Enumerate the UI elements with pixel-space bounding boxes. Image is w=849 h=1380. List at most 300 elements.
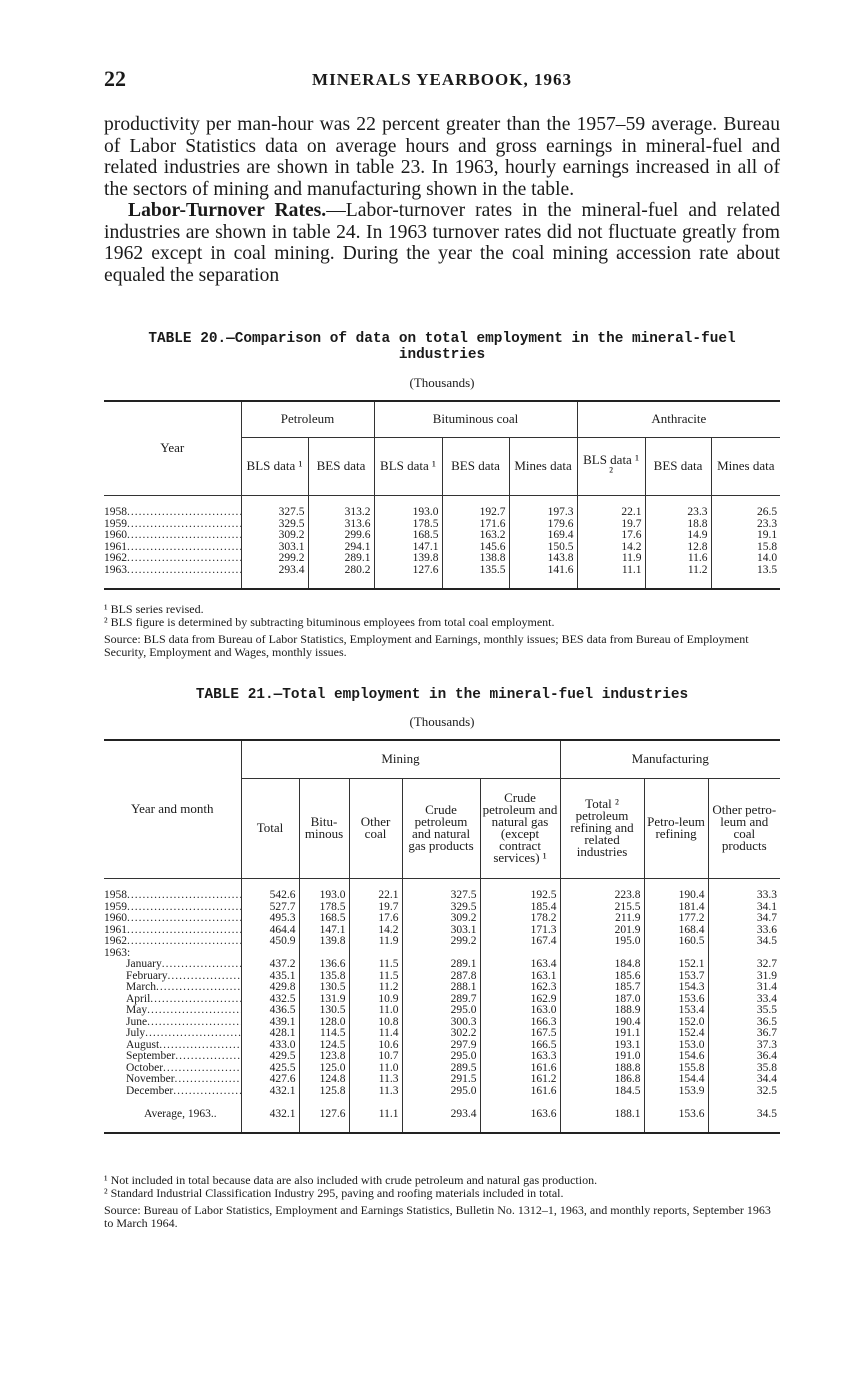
table21-col-header: Crude petroleum and natural gas products (402, 778, 480, 878)
table-cell: 141.6 (509, 565, 577, 577)
table-cell: 171.3 (480, 925, 560, 937)
table-cell: 168.5 (374, 530, 442, 542)
table-cell: 163.3 (480, 1051, 560, 1063)
table-cell: 19.1 (711, 530, 780, 542)
table-cell: 280.2 (308, 565, 374, 577)
table-cell: 178.5 (299, 902, 349, 914)
table-cell: 289.7 (402, 994, 480, 1006)
row-label-text: 1960 (104, 913, 127, 924)
row-label (104, 553, 241, 565)
table-cell: 309.2 (241, 530, 308, 542)
spacer-row (104, 1097, 780, 1109)
table-row (104, 1005, 780, 1017)
table-cell: 313.2 (308, 507, 374, 519)
row-label (104, 948, 241, 960)
table-row (104, 553, 780, 565)
table-cell: 160.5 (644, 936, 708, 948)
table-cell: 527.7 (241, 902, 299, 914)
table-cell: 11.5 (349, 971, 402, 983)
table-cell: 130.5 (299, 982, 349, 994)
table-cell: 192.7 (442, 507, 509, 519)
intro-paragraph-1: productivity per man-hour was 22 percent greater than the 1957–59 average. Bureau of Labor Statistics data on average hours and gross earnings in mineral-fuel and related industries are shown in table 23. In 1963, hourly earnings increased in all of the sectors of mining and manufacturing shown in the table. (104, 114, 780, 200)
row-label-text: February (126, 970, 168, 982)
table-cell: 302.2 (402, 1028, 480, 1040)
table-cell: 11.5 (349, 959, 402, 971)
table-cell: 35.5 (708, 1005, 780, 1017)
table-cell: 125.8 (299, 1086, 349, 1098)
row-label (104, 936, 241, 948)
table-cell: 166.3 (480, 1017, 560, 1029)
leader-dots (168, 971, 241, 982)
table-cell: 163.4 (480, 959, 560, 971)
table-cell: 34.1 (708, 902, 780, 914)
table-cell: 11.2 (349, 982, 402, 994)
table-cell: 36.7 (708, 1028, 780, 1040)
table-row (104, 530, 780, 542)
leader-dots: .. (210, 1108, 217, 1120)
table20-col-header: BLS data ¹ ² (577, 437, 645, 495)
table-cell: 11.0 (349, 1063, 402, 1075)
table-cell: 11.0 (349, 1005, 402, 1017)
row-label-text: January (126, 959, 162, 970)
table-cell: 22.1 (577, 507, 645, 519)
table-cell: 33.6 (708, 925, 780, 937)
table-cell: 162.3 (480, 982, 560, 994)
row-label (104, 1040, 241, 1052)
table-cell: 185.6 (560, 971, 644, 983)
row-label (104, 542, 241, 554)
row-label (104, 519, 241, 531)
table-cell: 289.1 (402, 959, 480, 971)
leader-dots (127, 507, 241, 518)
table-cell: 128.0 (299, 1017, 349, 1029)
table-cell: 178.2 (480, 913, 560, 925)
intro-text (104, 114, 780, 286)
table-cell: 154.6 (644, 1051, 708, 1063)
table-cell: 22.1 (349, 890, 402, 902)
table-cell: 150.5 (509, 542, 577, 554)
table-cell: 18.8 (645, 519, 711, 531)
table-cell: 188.9 (560, 1005, 644, 1017)
table-cell: 19.7 (577, 519, 645, 531)
table-row (104, 1074, 780, 1086)
row-label (104, 971, 241, 983)
table-cell: 123.8 (299, 1051, 349, 1063)
table-cell: 37.3 (708, 1040, 780, 1052)
table-cell: 139.8 (299, 936, 349, 948)
table-cell: 289.5 (402, 1063, 480, 1075)
row-label-text: 1960 (104, 530, 127, 541)
table-cell: 10.6 (349, 1040, 402, 1052)
table21-unit: (Thousands) (409, 714, 475, 729)
row-label (104, 959, 241, 971)
table-row (104, 565, 780, 577)
table-cell: 152.0 (644, 1017, 708, 1029)
table-cell: 450.9 (241, 936, 299, 948)
table-cell: 152.1 (644, 959, 708, 971)
row-label-text: August (126, 1039, 160, 1051)
leader-dots (147, 1017, 241, 1028)
table-cell: 14.2 (349, 925, 402, 937)
row-label (104, 1051, 241, 1063)
row-label-text: 1959 (104, 518, 127, 530)
table-cell: 432.1 (241, 1086, 299, 1098)
table-cell: 293.4 (402, 1109, 480, 1121)
table-cell: 193.1 (560, 1040, 644, 1052)
row-label (104, 1086, 241, 1098)
table-row (104, 507, 780, 519)
leader-dots (127, 925, 241, 936)
table-cell: 127.6 (299, 1109, 349, 1121)
table-cell: 427.6 (241, 1074, 299, 1086)
table-cell: 429.8 (241, 982, 299, 994)
table-cell: 185.4 (480, 902, 560, 914)
table-cell: 295.0 (402, 1051, 480, 1063)
table-cell: 432.5 (241, 994, 299, 1006)
leader-dots (147, 1005, 241, 1016)
row-label-text: 1963: (104, 947, 131, 959)
table-cell: 166.5 (480, 1040, 560, 1052)
table-cell: 169.4 (509, 530, 577, 542)
table-cell: 161.6 (480, 1086, 560, 1098)
table21-col-header: Other coal (349, 778, 402, 878)
table-cell: 131.9 (299, 994, 349, 1006)
table-cell: 11.3 (349, 1074, 402, 1086)
intro-paragraph-2 (104, 200, 780, 286)
table-cell: 188.1 (560, 1109, 644, 1121)
row-label (104, 994, 241, 1006)
table-cell: 327.5 (241, 507, 308, 519)
table20-col-header: Mines data (711, 437, 780, 495)
table-cell: 136.6 (299, 959, 349, 971)
table-cell: 313.6 (308, 519, 374, 531)
row-label (104, 565, 241, 577)
table-cell: 10.7 (349, 1051, 402, 1063)
table21-body (104, 878, 780, 1133)
average-row (104, 1109, 780, 1121)
table21-notes (104, 1174, 780, 1229)
table-row (104, 959, 780, 971)
table-cell: 303.1 (241, 542, 308, 554)
table-cell: 288.1 (402, 982, 480, 994)
table-cell: 211.9 (560, 913, 644, 925)
row-label (104, 530, 241, 542)
row-label-text: 1958 (104, 890, 127, 901)
table-cell: 168.5 (299, 913, 349, 925)
table-cell: 163.6 (480, 1109, 560, 1121)
row-label-text: October (126, 1062, 164, 1074)
table-cell: 542.6 (241, 890, 299, 902)
table-cell: 14.9 (645, 530, 711, 542)
table-cell: 186.8 (560, 1074, 644, 1086)
table20-group-anthracite: Anthracite (577, 401, 780, 437)
table-cell: 127.6 (374, 565, 442, 577)
table20-caption: TABLE 20.—Comparison of data on total employment in the mineral-fuel industries (148, 331, 736, 363)
table-cell: 14.2 (577, 542, 645, 554)
table20-col-header: BES data (442, 437, 509, 495)
table-cell: 11.9 (577, 553, 645, 565)
table21-caption: TABLE 21.—Total employment in the mineral-fuel industries (195, 687, 689, 703)
table-cell: 11.1 (349, 1109, 402, 1121)
row-label-text: 1962 (104, 936, 127, 947)
leader-dots (127, 902, 241, 913)
table-cell: 32.5 (708, 1086, 780, 1098)
table-cell: 23.3 (711, 519, 780, 531)
table-cell: 14.0 (711, 553, 780, 565)
table20-col-header: BLS data ¹ (374, 437, 442, 495)
row-label-text: 1961 (104, 924, 127, 936)
table-row (104, 1086, 780, 1098)
table-cell: 299.6 (308, 530, 374, 542)
table-cell: 163.2 (442, 530, 509, 542)
table-cell: 26.5 (711, 507, 780, 519)
leader-dots (127, 913, 241, 924)
table-cell: 215.5 (560, 902, 644, 914)
table-cell: 11.2 (645, 565, 711, 577)
table21-col-header: Bitu-minous (299, 778, 349, 878)
table-cell: 31.9 (708, 971, 780, 983)
table-cell: 36.4 (708, 1051, 780, 1063)
page-number: 22 (104, 66, 126, 91)
table-row (104, 936, 780, 948)
row-label-text: December (126, 1085, 174, 1097)
row-label (104, 913, 241, 925)
table-cell: 153.6 (644, 994, 708, 1006)
table-cell: 125.0 (299, 1063, 349, 1075)
table-cell: 11.6 (645, 553, 711, 565)
leader-dots (127, 530, 241, 541)
spacer-row (104, 576, 780, 589)
table21-col-header: Total (241, 778, 299, 878)
table21-footnote-2: ² Standard Industrial Classification Industry 295, paving and roofing materials included in total. (104, 1185, 564, 1200)
table-cell: 187.0 (560, 994, 644, 1006)
table-cell: 12.8 (645, 542, 711, 554)
table21-col-header: Petro-leum refining (644, 778, 708, 878)
table-cell: 193.0 (299, 890, 349, 902)
row-label (104, 1005, 241, 1017)
table-cell: 309.2 (402, 913, 480, 925)
table-row (104, 519, 780, 531)
table-cell: 153.9 (644, 1086, 708, 1098)
row-label-text: April (126, 993, 151, 1005)
table-cell: 303.1 (402, 925, 480, 937)
table-cell: 153.6 (644, 1109, 708, 1121)
table20-body (104, 495, 780, 589)
row-label (104, 1063, 241, 1075)
leader-dots (127, 519, 241, 530)
leader-dots (127, 936, 241, 947)
table-cell: 190.4 (644, 890, 708, 902)
table-cell: 147.1 (299, 925, 349, 937)
table-cell: 191.1 (560, 1028, 644, 1040)
table-cell: 433.0 (241, 1040, 299, 1052)
table-cell: 295.0 (402, 1005, 480, 1017)
row-label-text: Average, 1963 (144, 1108, 211, 1120)
table-cell: 11.3 (349, 1086, 402, 1098)
row-label-text: March (126, 982, 157, 993)
table-cell: 192.5 (480, 890, 560, 902)
table-cell: 124.8 (299, 1074, 349, 1086)
table-cell: 11.4 (349, 1028, 402, 1040)
table-cell: 35.8 (708, 1063, 780, 1075)
leader-dots (127, 890, 241, 901)
table-cell: 428.1 (241, 1028, 299, 1040)
table21 (104, 739, 780, 1134)
leader-dots (175, 1051, 241, 1062)
table-cell: 154.4 (644, 1074, 708, 1086)
table-cell: 10.8 (349, 1017, 402, 1029)
row-label (104, 902, 241, 914)
table21-source: Source: Bureau of Labor Statistics, Employment and Earnings Statistics, Bulletin No. 1312–1, 1963, and monthly reports, September 1963 to March 1964. (104, 1203, 771, 1230)
table-cell: 294.1 (308, 542, 374, 554)
table-cell: 300.3 (402, 1017, 480, 1029)
paragraph-heading: Labor-Turnover Rates. (128, 200, 327, 221)
table21-footnote-1: ¹ Not included in total because data are also included with crude petroleum and natural gas production. (104, 1173, 598, 1187)
leader-dots (173, 1086, 241, 1097)
table-cell: 153.4 (644, 1005, 708, 1017)
table-cell: 36.5 (708, 1017, 780, 1029)
table-cell: 188.8 (560, 1063, 644, 1075)
table-cell: 177.2 (644, 913, 708, 925)
table20-col-header: Mines data (509, 437, 577, 495)
table-cell: 135.8 (299, 971, 349, 983)
table-row (104, 890, 780, 902)
table-cell: 299.2 (241, 553, 308, 565)
table-cell: 184.5 (560, 1086, 644, 1098)
table-cell: 191.0 (560, 1051, 644, 1063)
leader-dots (159, 1040, 241, 1051)
table20-col-header: BES data (645, 437, 711, 495)
table-cell: 114.5 (299, 1028, 349, 1040)
row-label-text: 1962 (104, 553, 127, 564)
table-cell: 34.4 (708, 1074, 780, 1086)
table-cell: 464.4 (241, 925, 299, 937)
table20-col-header: BES data (308, 437, 374, 495)
table20 (104, 400, 780, 590)
table-cell: 135.5 (442, 565, 509, 577)
page-header (104, 66, 780, 96)
table21-group-mining: Mining (241, 740, 560, 778)
table-cell: 130.5 (299, 1005, 349, 1017)
row-label (104, 1109, 241, 1121)
row-label (104, 1017, 241, 1029)
table-cell: 193.0 (374, 507, 442, 519)
table-cell: 425.5 (241, 1063, 299, 1075)
table20-footnote-2: ² BLS figure is determined by subtracting bituminous employees from total coal employment. (104, 614, 555, 629)
table-cell: 163.0 (480, 1005, 560, 1017)
table20-group-petroleum: Petroleum (241, 401, 374, 437)
table21-group-manufacturing: Manufacturing (560, 740, 780, 778)
table-cell: 32.7 (708, 959, 780, 971)
leader-dots (156, 982, 241, 993)
table-cell: 145.6 (442, 542, 509, 554)
table-cell: 17.6 (349, 913, 402, 925)
leader-dots (150, 994, 241, 1005)
table-cell: 19.7 (349, 902, 402, 914)
table-cell: 34.7 (708, 913, 780, 925)
row-label-text: 1959 (104, 901, 127, 913)
table-cell: 299.2 (402, 936, 480, 948)
row-label-text: July (126, 1028, 146, 1039)
table-cell: 11.1 (577, 565, 645, 577)
table-cell: 293.4 (241, 565, 308, 577)
table-cell: 429.5 (241, 1051, 299, 1063)
table-cell: 138.8 (442, 553, 509, 565)
table-cell: 155.8 (644, 1063, 708, 1075)
table-cell: 179.6 (509, 519, 577, 531)
table-cell: 184.8 (560, 959, 644, 971)
row-label-text: November (126, 1074, 175, 1085)
table-cell: 34.5 (708, 936, 780, 948)
table20-col-header: BLS data ¹ (241, 437, 308, 495)
table20-source: Source: BLS data from Bureau of Labor Statistics, Employment and Earnings, monthly issues; BES data from Bureau of Employment Security, Employment and Wages, monthly issues. (104, 632, 749, 659)
table-row (104, 982, 780, 994)
table-cell: 195.0 (560, 936, 644, 948)
table-cell: 435.1 (241, 971, 299, 983)
table-cell: 161.2 (480, 1074, 560, 1086)
table-cell: 178.5 (374, 519, 442, 531)
table-cell: 289.1 (308, 553, 374, 565)
table-cell: 495.3 (241, 913, 299, 925)
table-cell: 439.1 (241, 1017, 299, 1029)
table21-col-header: Crude petroleum and natural gas (except contract services) ¹ (480, 778, 560, 878)
table21-col-header: Other petro-leum and coal products (708, 778, 780, 878)
leader-dots (127, 565, 241, 576)
leader-dots (145, 1028, 241, 1039)
table-cell: 181.4 (644, 902, 708, 914)
table-cell: 185.7 (560, 982, 644, 994)
table-row (104, 1028, 780, 1040)
table-cell: 153.7 (644, 971, 708, 983)
leader-dots (163, 1063, 241, 1074)
table-row (104, 542, 780, 554)
table-cell: 171.6 (442, 519, 509, 531)
row-label (104, 890, 241, 902)
row-label (104, 982, 241, 994)
table21-year-header: Year and month (104, 740, 241, 878)
row-label-text: May (126, 1005, 148, 1016)
table-cell: 436.5 (241, 1005, 299, 1017)
table-cell: 124.5 (299, 1040, 349, 1052)
leader-dots (162, 959, 241, 970)
table-cell: 154.3 (644, 982, 708, 994)
table-cell: 15.8 (711, 542, 780, 554)
table-cell: 152.4 (644, 1028, 708, 1040)
table20-year-header: Year (104, 401, 241, 495)
table-cell: 34.5 (708, 1109, 780, 1121)
table-cell: 167.4 (480, 936, 560, 948)
table-cell: 190.4 (560, 1017, 644, 1029)
table20-notes (104, 603, 780, 658)
spacer-row (104, 495, 780, 507)
table-cell: 147.1 (374, 542, 442, 554)
paragraph-text: —Labor-turnover rates in the mineral-fuel and related industries are shown in table 24. In 1963 turnover rates did not fluctuate greatly from 1962 except in coal mining. During the year the coal mining accession rate about equaled the separation (104, 200, 780, 286)
table-cell: 13.5 (711, 565, 780, 577)
table-cell: 33.4 (708, 994, 780, 1006)
table-cell: 143.8 (509, 553, 577, 565)
running-title: MINERALS YEARBOOK, 1963 (312, 70, 572, 89)
table-cell: 329.5 (241, 519, 308, 531)
spacer-row (104, 1120, 780, 1133)
table-cell: 223.8 (560, 890, 644, 902)
leader-dots (127, 553, 241, 564)
table-cell: 162.9 (480, 994, 560, 1006)
table-cell: 33.3 (708, 890, 780, 902)
table-cell: 17.6 (577, 530, 645, 542)
leader-dots (127, 542, 241, 553)
row-label-text: June (126, 1016, 148, 1028)
table-cell: 163.1 (480, 971, 560, 983)
